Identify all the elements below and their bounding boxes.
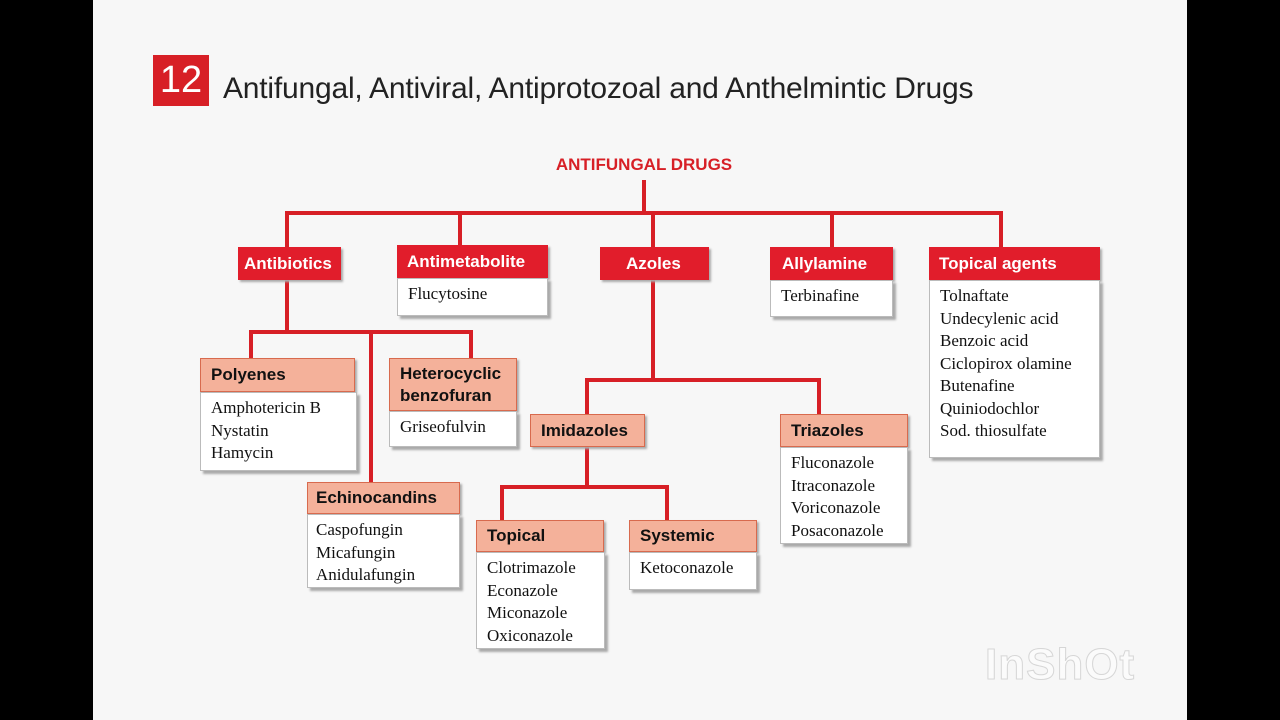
topical-drug-list (476, 552, 605, 649)
category-azoles: Azoles (600, 247, 709, 280)
drug-item: Terbinafine (781, 286, 860, 305)
drug-item: Sod. thiosulfate (940, 421, 1047, 440)
drug-item: Oxiconazole (487, 625, 573, 645)
drug-item: Fluconazole (791, 453, 875, 472)
triazoles-drug-list (780, 447, 908, 544)
drug-item: Quiniodochlor (940, 398, 1040, 418)
heterocyclic-drug-list (389, 411, 517, 447)
drug-item: Clotrimazole (487, 558, 576, 577)
drug-item: Nystatin (211, 420, 269, 440)
subgroup-topical: Topical (476, 520, 604, 552)
subgroup-imidazoles: Imidazoles (530, 414, 645, 447)
subgroup-triazoles: Triazoles (780, 414, 908, 447)
drug-item: Hamycin (211, 443, 274, 462)
antimetabolite-drug-list (397, 278, 548, 316)
drug-item: Benzoic acid (940, 331, 1029, 350)
drug-item: Amphotericin B (211, 398, 322, 417)
polyenes-drug-list (200, 392, 357, 471)
drug-item: Posaconazole (791, 520, 884, 540)
drug-item: Ciclopirox olamine (940, 353, 1072, 373)
drug-item: Econazole (487, 580, 558, 600)
drug-item: Flucytosine (408, 284, 488, 303)
allylamine-drug-list (770, 280, 893, 317)
page-title: Antifungal, Antiviral, Antiprotozoal and Anthelmintic Drugs (223, 72, 974, 105)
category-antimetabolite: Antimetabolite (397, 245, 548, 278)
category-antibiotics: Antibiotics (238, 247, 341, 280)
echinocandins-drug-list (307, 514, 460, 588)
systemic-drug-list (629, 552, 757, 590)
subgroup-polyenes: Polyenes (200, 358, 355, 392)
drug-item: Anidulafungin (316, 565, 416, 584)
drug-item: Micafungin (316, 542, 396, 562)
drug-item: Griseofulvin (400, 417, 486, 436)
subgroup-heterocyclic-benzofuran (389, 358, 517, 411)
drug-item: Caspofungin (316, 520, 403, 539)
drug-item: Itraconazole (791, 475, 875, 495)
drug-item: Undecylenic acid (940, 308, 1059, 328)
drug-item: Butenafine (940, 376, 1015, 395)
category-allylamine: Allylamine (770, 247, 893, 280)
drug-item: Ketoconazole (640, 558, 734, 577)
chapter-number-badge: 12 (153, 55, 209, 106)
subgroup-label-line: benzofuran (400, 386, 492, 405)
subgroup-label-line: Heterocyclic (400, 364, 502, 383)
root-node: ANTIFUNGAL DRUGS (555, 155, 733, 174)
inshot-watermark: InShOt (985, 640, 1136, 689)
drug-item: Tolnaftate (940, 286, 1009, 305)
category-topical-agents: Topical agents (929, 247, 1100, 280)
drug-item: Miconazole (487, 603, 568, 622)
subgroup-echinocandins: Echinocandins (307, 482, 460, 514)
subgroup-systemic: Systemic (629, 520, 757, 552)
topical-agents-drug-list (929, 280, 1100, 458)
drug-item: Voriconazole (791, 498, 881, 517)
